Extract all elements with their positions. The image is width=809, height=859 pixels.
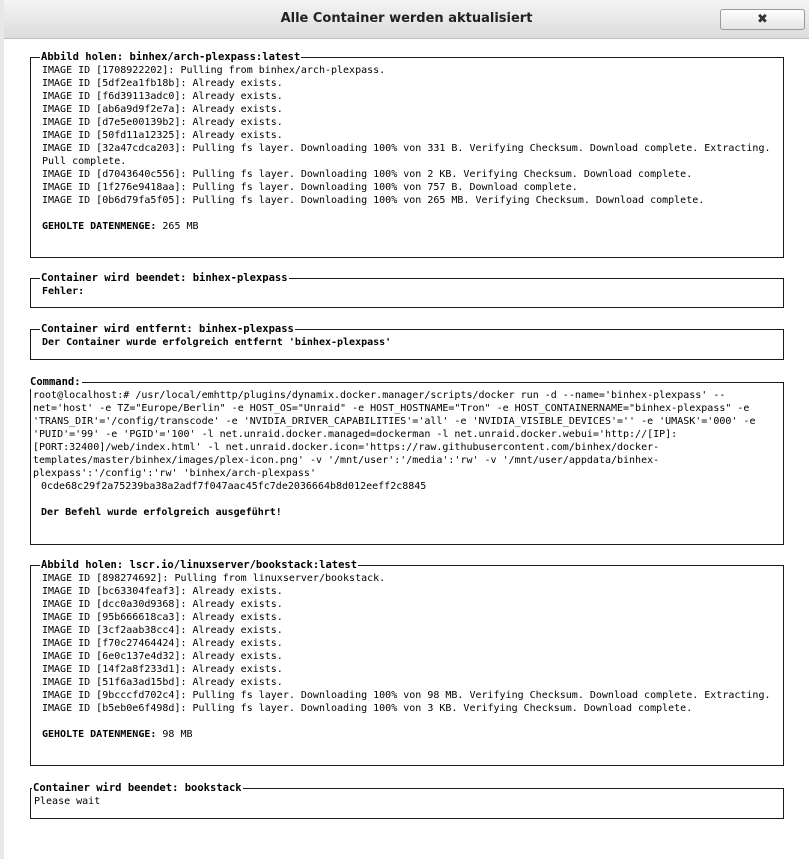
log-line: IMAGE ID [32a47cdca203]: Pulling fs layer. Downloading 100% von 331 B. Verifying Checksum. Download complete. Extracting. Pull complete. — [42, 143, 777, 167]
log-lines — [42, 64, 775, 207]
total-label: GEHOLTE DATENMENGE: — [42, 729, 157, 740]
log-line: IMAGE ID [b5eb0e6f498d]: Pulling fs layer. Downloading 100% von 3 KB. Verifying Checksum. Download complete. — [42, 703, 693, 714]
section-legend: Abbild holen: lscr.io/linuxserver/bookstack:latest — [41, 559, 358, 571]
container-hash: 0cde68c29f2a75239ba38a2adf7f047aac45fc7de2036664b8d012eeff2c8845 — [41, 481, 427, 492]
log-content — [4, 39, 809, 859]
section-stop-plexpass — [30, 272, 784, 308]
log-line: IMAGE ID [1708922202]: Pulling from binhex/arch-plexpass. — [42, 65, 386, 76]
log-line: IMAGE ID [51f6a3ad15bd]: Already exists. — [42, 677, 283, 688]
log-line: IMAGE ID [898274692]: Pulling from linuxserver/bookstack. — [42, 573, 386, 584]
log-line: IMAGE ID [ab6a9d9f2e7a]: Already exists. — [42, 104, 283, 115]
log-line: IMAGE ID [5df2ea1fb18b]: Already exists. — [42, 78, 283, 89]
log-line: IMAGE ID [d7043640c556]: Pulling fs layer. Downloading 100% von 2 KB. Verifying Checksum. Download complete. — [42, 169, 693, 180]
section-pull-plexpass — [30, 51, 784, 258]
section-legend: Container wird beendet: binhex-plexpass — [41, 272, 288, 284]
log-line: IMAGE ID [95b666618ca3]: Already exists. — [42, 612, 283, 623]
section-stop-bookstack — [30, 782, 784, 819]
total-value: 265 MB — [156, 221, 199, 232]
log-line: IMAGE ID [d7e5e00139b2]: Already exists. — [42, 117, 283, 128]
status-text: Der Container wurde erfolgreich entfernt 'binhex-plexpass' — [42, 337, 392, 348]
total-value: 98 MB — [156, 729, 193, 740]
section-remove-plexpass — [30, 323, 784, 360]
download-total — [42, 728, 775, 741]
section-legend: Container wird entfernt: binhex-plexpass — [41, 323, 294, 335]
section-command — [30, 376, 784, 545]
section-pull-bookstack — [30, 559, 784, 766]
close-button[interactable] — [720, 9, 805, 30]
section-legend: Container wird beendet: bookstack — [33, 782, 242, 794]
status-text: Please wait — [34, 796, 101, 807]
log-line: IMAGE ID [f6d39113adc0]: Already exists. — [42, 91, 283, 102]
download-total — [42, 220, 775, 233]
log-line: IMAGE ID [3cf2aab38cc4]: Already exists. — [42, 625, 283, 636]
command-result: Der Befehl wurde erfolgreich ausgeführt! — [41, 507, 282, 518]
dialog-title: Alle Container werden aktualisiert — [280, 11, 533, 26]
dialog-titlebar — [4, 0, 809, 39]
log-line: IMAGE ID [dcc0a30d9368]: Already exists. — [42, 599, 283, 610]
log-line: IMAGE ID [f70c27464424]: Already exists. — [42, 638, 283, 649]
log-line: IMAGE ID [14f2a8f233d1]: Already exists. — [42, 664, 283, 675]
log-line: IMAGE ID [50fd11a12325]: Already exists. — [42, 130, 283, 141]
section-legend: Command: — [30, 376, 81, 388]
log-line: IMAGE ID [1f276e9418aa]: Pulling fs layer. Downloading 100% von 757 B. Download complete. — [42, 182, 578, 193]
close-icon: ✖ — [757, 12, 768, 27]
total-label: GEHOLTE DATENMENGE: — [42, 221, 157, 232]
log-line: IMAGE ID [6e0c137e4d32]: Already exists. — [42, 651, 283, 662]
command-text: root@localhost:# /usr/local/emhttp/plugins/dynamix.docker.manager/scripts/docker run -d --name='binhex-plexpass' --net='host' -e TZ="Europe/Berlin" -e HOST_OS="Unraid" -e HOST_HOSTNAME="Tron" -e HOST_CONTAINERNAME="binhex-plexpass" -e 'TRANS_DIR'='/config/transcode' -e 'NVIDIA_DRIVER_CAPABILITIES'='all' -e 'NVIDIA_VISIBLE_DEVICES'='' -e 'UMASK'='000' -e 'PUID'='99' -e 'PGID'='100' -l net.unraid.docker.managed=dockerman -l net.unraid.docker.webui='http://[IP]:[PORT:32400]/web/index.html' -l net.unraid.docker.icon='https://raw.githubusercontent.com/binhex/docker-templates/master/binhex/images/plex-icon.png' -v '/mnt/user':'/media':'rw' -v '/mnt/user/appdata/binhex-plexpass':'/config':'rw' 'binhex/arch-plexpass' — [33, 390, 762, 479]
log-lines — [42, 572, 775, 715]
status-text: Fehler: — [42, 286, 85, 297]
log-line: IMAGE ID [9bcccfd702c4]: Pulling fs layer. Downloading 100% von 98 MB. Verifying Checksum. Download complete. Extracting. — [42, 690, 771, 701]
log-line: IMAGE ID [0b6d79fa5f05]: Pulling fs layer. Downloading 100% von 265 MB. Verifying Checksum. Download complete. — [42, 195, 705, 206]
section-legend: Abbild holen: binhex/arch-plexpass:latest — [41, 51, 301, 63]
log-line: IMAGE ID [bc63304feaf3]: Already exists. — [42, 586, 283, 597]
